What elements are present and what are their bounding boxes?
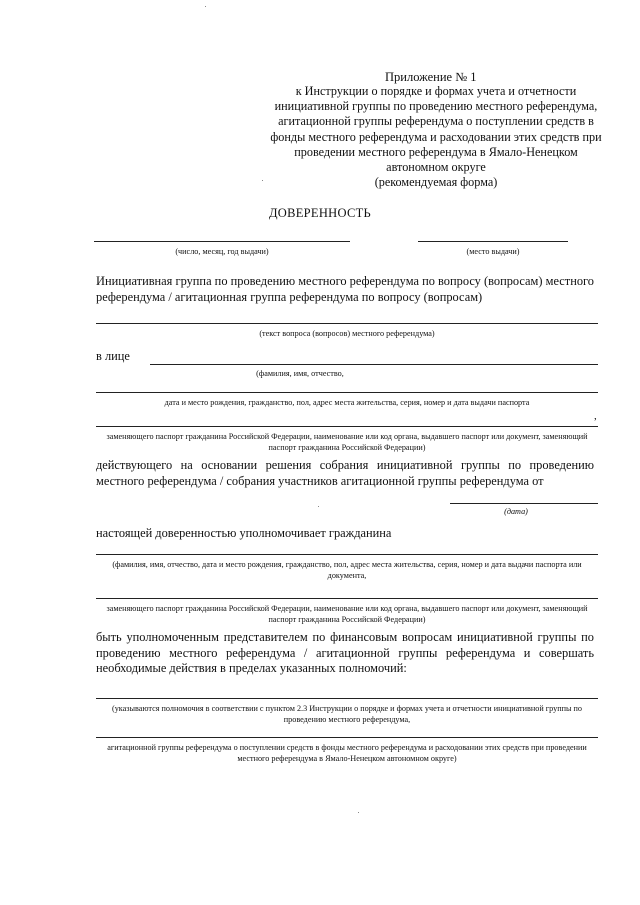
replacing-doc-caption: заменяющего паспорт гражданина Российской Федерации, наименование или код органа, выдавшего паспорт или документ, заменяющий паспорт гражданина Российской Федерации) bbox=[106, 432, 588, 452]
document-title: ДОВЕРЕННОСТЬ bbox=[268, 206, 372, 220]
scan-speck bbox=[205, 6, 206, 7]
group-paragraph: Инициативная группа по проведению местного референдума по вопросу (вопросам) местного референдума / агитационная группа референдума по вопросу (вопросам) bbox=[96, 274, 594, 304]
question-caption: (текст вопроса (вопросов) местного референдума) bbox=[259, 329, 435, 338]
form-note: (рекомендуемая форма) bbox=[374, 175, 498, 190]
appendix-title: Приложение № 1 bbox=[385, 70, 477, 84]
citizen-replacing-doc-caption: заменяющего паспорт гражданина Российской Федерации, наименование или код органа, выдавшего паспорт или документ, заменяющий паспорт гражданина Российской Федерации) bbox=[106, 604, 588, 624]
citizen-passport-line bbox=[96, 598, 598, 599]
powers-line-2 bbox=[96, 737, 598, 738]
place-issued-caption: (место выдачи) bbox=[466, 247, 520, 256]
powers-line bbox=[96, 698, 598, 699]
citizen-details-caption: (фамилия, имя, отчество, дата и место рождения, гражданство, пол, адрес места жительства, серия, номер и дата выдачи паспорта или документа, bbox=[112, 560, 582, 580]
representative-paragraph: быть уполномоченным представителем по финансовым вопросам инициативной группы по проведению местного референдума / агитационной группы референдума и совершать необходимые действия в пределах указанных полномочий: bbox=[96, 630, 594, 675]
appendix-text: к Инструкции о порядке и формах учета и отчетности инициативной группы по проведению местного референдума, агитационной группы референдума о поступлении средств в фонды местного референдума и расходовании этих средств при проведении местного референдума в Ямало-Ненецком автономном округе bbox=[270, 84, 602, 175]
appendix-description bbox=[262, 84, 610, 190]
scan-speck bbox=[358, 812, 359, 813]
place-issued-line bbox=[418, 241, 568, 242]
in-person-label: в лице bbox=[96, 349, 130, 363]
representative-name-line bbox=[150, 364, 598, 365]
date-line bbox=[450, 503, 598, 504]
passport-line bbox=[96, 426, 598, 427]
scan-speck bbox=[262, 180, 263, 181]
date-issued-caption: (число, месяц, год выдачи) bbox=[175, 247, 269, 256]
powers-caption-2: агитационной группы референдума о поступлении средств в фонды местного референдума и расходовании этих средств при проведении местного референдума в Ямало-Ненецком автономном округе) bbox=[107, 743, 587, 763]
birth-data-line bbox=[96, 392, 598, 393]
authorizes-paragraph: настоящей доверенностью уполномочивает гражданина bbox=[96, 526, 392, 540]
birth-passport-caption: дата и место рождения, гражданство, пол, адрес места жительства, серия, номер и дата выдачи паспорта bbox=[164, 398, 530, 407]
date-caption: (дата) bbox=[504, 507, 528, 516]
scan-speck bbox=[318, 506, 319, 507]
citizen-line bbox=[96, 554, 598, 555]
powers-caption-1: (указываются полномочия в соответствии с пунктом 2.3 Инструкции о порядке и формах учета и отчетности инициативной группы по проведению местного референдума, bbox=[111, 704, 583, 724]
question-line bbox=[96, 323, 598, 324]
date-issued-line bbox=[94, 241, 350, 242]
acting-paragraph: действующего на основании решения собрания инициативной группы по проведению местного референдума / собрания участников агитационной группы референдума от bbox=[96, 458, 594, 488]
fio-caption: (фамилия, имя, отчество, bbox=[256, 369, 344, 378]
line-comma: , bbox=[594, 410, 597, 422]
